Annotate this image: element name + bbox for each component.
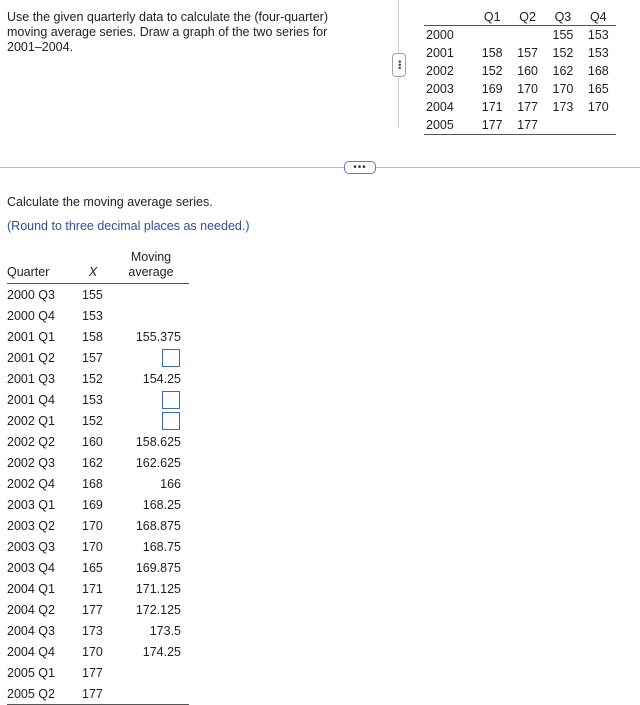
moving-average-input[interactable]: [162, 412, 180, 430]
quarter-cell: 2003 Q2: [7, 518, 55, 533]
quarterly-value-cell: 152: [481, 64, 503, 78]
quarterly-value-cell: 158: [481, 46, 503, 60]
quarterly-value-cell: 153: [587, 46, 609, 60]
quarterly-value-cell: 153: [587, 28, 609, 42]
quarter-cell: 2003 Q4: [7, 560, 55, 575]
x-value-cell: 169: [82, 497, 103, 512]
quarter-cell: 2004 Q2: [7, 602, 55, 617]
moving-average-input-cell: [113, 347, 189, 368]
moving-average-input[interactable]: [162, 349, 180, 367]
quarter-cell: 2004 Q1: [7, 581, 55, 596]
ma-table-row: [7, 578, 189, 599]
moving-average-input-cell: [113, 389, 189, 410]
moving-average-cell: 168.875: [135, 518, 181, 533]
quarterly-header-cell: Q1: [475, 8, 510, 26]
ma-table-row: [7, 599, 189, 620]
quarterly-value-cell: 157: [517, 46, 538, 60]
x-value-cell: 170: [82, 644, 103, 659]
quarterly-value-cell: 152: [552, 46, 574, 60]
quarterly-year-cell: 2000: [426, 28, 454, 42]
ma-table-row: [7, 431, 189, 452]
ma-table-row: [7, 452, 189, 473]
ma-table-row: [7, 683, 189, 705]
moving-average-cell: 158.625: [135, 434, 181, 449]
quarterly-row: [424, 80, 616, 98]
ma-table-row: [7, 536, 189, 557]
expand-section-button[interactable]: •••: [344, 161, 376, 174]
quarter-cell: 2000 Q4: [7, 308, 55, 323]
ma-table-row: [7, 473, 189, 494]
moving-average-cell: [113, 662, 189, 683]
moving-average-cell: 171.125: [135, 581, 181, 596]
quarterly-value-cell: [581, 116, 616, 135]
moving-average-cell: 173.5: [149, 623, 181, 638]
moving-average-cell: 168.75: [142, 539, 181, 554]
quarterly-value-cell: 173: [552, 100, 574, 114]
header-ma-line2: average: [128, 265, 174, 279]
x-value-cell: 165: [82, 560, 103, 575]
quarter-cell: 2002 Q2: [7, 434, 55, 449]
x-value-cell: 170: [82, 518, 103, 533]
ma-header-row: [7, 250, 189, 284]
quarterly-year-cell: 2005: [424, 116, 475, 135]
header-ma-line1: Moving: [130, 250, 172, 264]
x-value-cell: 173: [82, 623, 103, 638]
moving-average-input[interactable]: [162, 391, 180, 409]
quarter-cell: 2002 Q3: [7, 455, 55, 470]
x-value-cell: 153: [82, 308, 103, 323]
ma-table-row: [7, 347, 189, 368]
ma-table-row: [7, 641, 189, 662]
moving-average-cell: 174.25: [142, 644, 181, 659]
moving-average-cell: 172.125: [135, 602, 181, 617]
x-value-cell: 170: [82, 539, 103, 554]
quarterly-value-cell: 162: [552, 64, 574, 78]
instruction-text: Calculate the moving average series.: [7, 195, 213, 209]
quarterly-header-cell: Q4: [581, 8, 616, 26]
header-moving-average: [113, 250, 189, 284]
quarterly-header-cell: Q2: [510, 8, 545, 26]
header-x: X: [73, 250, 113, 284]
ma-table-row: [7, 389, 189, 410]
moving-average-table: [7, 250, 189, 705]
quarterly-value-cell: [545, 116, 580, 135]
quarterly-row: [424, 62, 616, 80]
moving-average-cell: 166: [160, 476, 181, 491]
quarter-cell: 2001 Q1: [7, 329, 55, 344]
ma-table-row: [7, 494, 189, 515]
quarterly-value-cell: 177: [475, 116, 510, 135]
ma-table-row: [7, 557, 189, 578]
x-value-cell: 177: [73, 683, 113, 705]
quarterly-value-cell: [475, 26, 510, 45]
quarterly-value-cell: 177: [517, 100, 538, 114]
quarter-cell: 2001 Q4: [7, 392, 55, 407]
ma-table-row: [7, 305, 189, 326]
x-value-cell: 157: [82, 350, 103, 365]
quarterly-value-cell: 160: [517, 64, 538, 78]
quarterly-row: [424, 98, 616, 116]
quarter-cell: 2004 Q4: [7, 644, 55, 659]
x-value-cell: 160: [82, 434, 103, 449]
x-value-cell: 158: [82, 329, 103, 344]
moving-average-cell: [113, 284, 189, 306]
quarterly-value-cell: 169: [481, 82, 503, 96]
ma-table-row: [7, 662, 189, 683]
quarter-cell: 2004 Q3: [7, 623, 55, 638]
x-value-cell: 168: [82, 476, 103, 491]
ma-table-row: [7, 368, 189, 389]
ma-table-row: [7, 410, 189, 431]
quarter-cell: 2001 Q2: [7, 350, 55, 365]
quarterly-year-cell: 2001: [426, 46, 454, 60]
quarterly-row: [424, 44, 616, 62]
quarter-cell: 2001 Q3: [7, 371, 55, 386]
quarter-cell: 2005 Q1: [7, 665, 55, 680]
moving-average-cell: 162.625: [135, 455, 181, 470]
quarterly-value-cell: 168: [587, 64, 609, 78]
expand-panel-button[interactable]: •••: [392, 53, 406, 77]
x-value-cell: 162: [82, 455, 103, 470]
quarterly-value-cell: 170: [552, 82, 574, 96]
moving-average-cell: 168.25: [142, 497, 181, 512]
header-quarter: Quarter: [7, 250, 73, 284]
quarterly-value-cell: 177: [510, 116, 545, 135]
quarter-cell: 2002 Q4: [7, 476, 55, 491]
x-value-cell: 153: [82, 392, 103, 407]
ma-table-row: [7, 515, 189, 536]
quarter-cell: 2003 Q3: [7, 539, 55, 554]
quarter-cell: 2003 Q1: [7, 497, 55, 512]
quarterly-header-row: [424, 8, 616, 26]
quarterly-data-table: [424, 8, 616, 135]
moving-average-cell: 169.875: [135, 560, 181, 575]
quarterly-header-cell: [424, 8, 475, 26]
quarterly-row: [424, 26, 616, 45]
rounding-hint: (Round to three decimal places as needed.): [7, 219, 250, 233]
quarterly-header-cell: Q3: [545, 8, 580, 26]
ma-table-row: [7, 326, 189, 347]
quarterly-value-cell: [510, 26, 545, 45]
horizontal-divider: [0, 167, 640, 168]
quarterly-year-cell: 2002: [426, 64, 454, 78]
question-text: Use the given quarterly data to calculate the (four-quarter) moving average series. Draw a graph of the two series for 2001–2004.: [7, 10, 329, 54]
moving-average-cell: 154.25: [142, 371, 181, 386]
x-value-cell: 155: [82, 287, 103, 302]
moving-average-cell: [113, 683, 189, 705]
x-value-cell: 171: [82, 581, 103, 596]
ma-table-row: [7, 620, 189, 641]
quarterly-row: [424, 116, 616, 135]
quarterly-year-cell: 2003: [426, 82, 454, 96]
quarter-cell: 2002 Q1: [7, 413, 55, 428]
x-value-cell: 152: [82, 371, 103, 386]
quarterly-value-cell: 170: [587, 100, 609, 114]
quarterly-year-cell: 2004: [426, 100, 454, 114]
moving-average-input-cell: [113, 410, 189, 431]
quarterly-value-cell: 155: [552, 28, 574, 42]
quarter-cell: 2005 Q2: [7, 683, 73, 705]
quarter-cell: 2000 Q3: [7, 287, 55, 302]
quarterly-value-cell: 171: [481, 100, 503, 114]
x-value-cell: 152: [82, 413, 103, 428]
x-value-cell: 177: [82, 665, 103, 680]
moving-average-cell: 155.375: [135, 329, 181, 344]
x-value-cell: 177: [82, 602, 103, 617]
quarterly-value-cell: 170: [517, 82, 538, 96]
quarterly-value-cell: 165: [587, 82, 609, 96]
ma-table-row: [7, 284, 189, 306]
moving-average-cell: [113, 305, 189, 326]
